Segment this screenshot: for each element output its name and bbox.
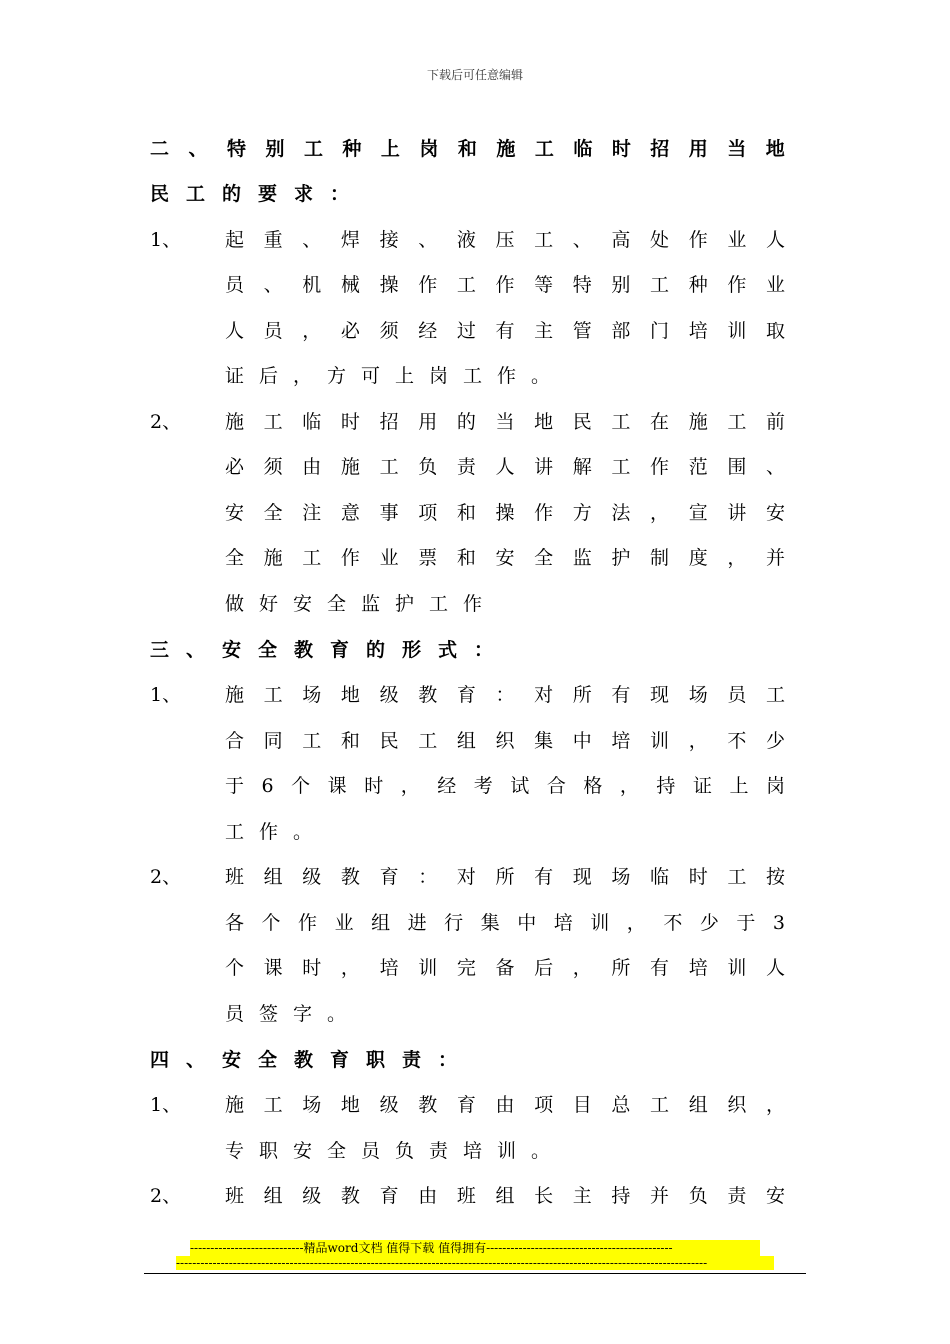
item-text: 班组级教育：对所有现场临时工按	[225, 866, 785, 888]
section-heading-line	[0, 134, 950, 164]
footer-divider	[144, 1273, 806, 1274]
list-item-cont	[0, 498, 950, 528]
heading-char: 二	[150, 138, 170, 160]
list-item-cont	[0, 270, 950, 300]
list-item-cont	[0, 726, 950, 756]
list-item-cont	[0, 817, 950, 847]
item-text: 施工场地级教育：对所有现场员工	[225, 684, 785, 706]
item-text: 员签字。	[225, 1003, 362, 1025]
heading-char: 上	[380, 138, 400, 160]
item-text: 各个作业组进行集中培训，不少于3	[225, 912, 785, 934]
list-item	[0, 407, 950, 437]
item-text: 人员，必须经过有主管部门培训取	[225, 320, 785, 342]
heading-char: 别	[265, 138, 285, 160]
item-text: 证后，方可上岗工作。	[225, 365, 566, 387]
item-text: 施工临时招用的当地民工在施工前	[225, 411, 785, 433]
section-heading-4: 四、安全教育职责：	[150, 1049, 475, 1071]
list-item-cont	[0, 771, 950, 801]
heading-char: 种	[342, 138, 362, 160]
item-text: 全施工作业票和安全监护制度，并	[225, 547, 785, 569]
heading-char: 招	[650, 138, 670, 160]
section-heading-line	[0, 635, 950, 665]
item-number: 1、	[150, 1094, 182, 1116]
list-item-cont	[0, 543, 950, 573]
item-text: 做好安全监护工作	[225, 593, 498, 615]
list-item-cont	[0, 1136, 950, 1166]
list-item-cont	[0, 999, 950, 1029]
item-number: 2、	[150, 1185, 182, 1207]
section-heading-2	[150, 134, 785, 164]
list-item-cont	[0, 361, 950, 391]
heading-char: 特	[226, 138, 246, 160]
heading-char: 时	[611, 138, 631, 160]
list-item	[0, 225, 950, 255]
item-text: 班组级教育由班组长主持并负责安	[225, 1185, 785, 1207]
heading-char: 用	[688, 138, 708, 160]
section-heading-line	[0, 179, 950, 209]
item-number: 1、	[150, 229, 182, 251]
list-item-cont	[0, 589, 950, 619]
item-text: 工作。	[225, 821, 328, 843]
list-item	[0, 862, 950, 892]
item-text: 于6个课时，经考试合格，持证上岗	[225, 775, 785, 797]
list-item	[0, 680, 950, 710]
section-heading-line	[0, 1045, 950, 1075]
section-heading-3: 三、安全教育的形式：	[150, 639, 511, 661]
item-text: 施工场地级教育由项目总工组织，	[225, 1094, 785, 1116]
footer-banner-rule: -----------------------------------------------------------------------------------------------------------------------------------	[176, 1256, 774, 1270]
item-number: 2、	[150, 866, 182, 888]
item-text: 个课时，培训完备后，所有培训人	[225, 957, 785, 979]
heading-char: 当	[727, 138, 747, 160]
heading-char: 工	[534, 138, 554, 160]
header-note: 下载后可任意编辑	[426, 68, 523, 82]
heading-char: 工	[303, 138, 323, 160]
list-item-cont	[0, 452, 950, 482]
list-item	[0, 1181, 950, 1211]
list-item-cont	[0, 953, 950, 983]
item-text: 员、机械操作工作等特别工种作业	[225, 274, 785, 296]
item-text: 合同工和民工组织集中培训，不少	[225, 730, 785, 752]
list-item	[0, 1090, 950, 1120]
footer-banner: ----------------------------精品word文档 值得下载 值得拥有----------------------------------------------	[190, 1240, 760, 1256]
item-number: 2、	[150, 411, 182, 433]
heading-char: 岗	[419, 138, 439, 160]
item-text: 专职安全员负责培训。	[225, 1140, 566, 1162]
heading-char: 地	[765, 138, 785, 160]
item-text: 必须由施工负责人讲解工作范围、	[225, 456, 785, 478]
section-heading-2-cont: 民工的要求：	[150, 183, 367, 205]
item-text: 安全注意事项和操作方法，宣讲安	[225, 502, 785, 524]
item-number: 1、	[150, 684, 182, 706]
list-item-cont	[0, 316, 950, 346]
item-text: 起重、焊接、液压工、高处作业人	[225, 229, 785, 251]
heading-char: 施	[496, 138, 516, 160]
list-item-cont	[0, 908, 950, 938]
heading-char: 、	[188, 138, 208, 160]
heading-char: 和	[457, 138, 477, 160]
heading-char: 临	[573, 138, 593, 160]
